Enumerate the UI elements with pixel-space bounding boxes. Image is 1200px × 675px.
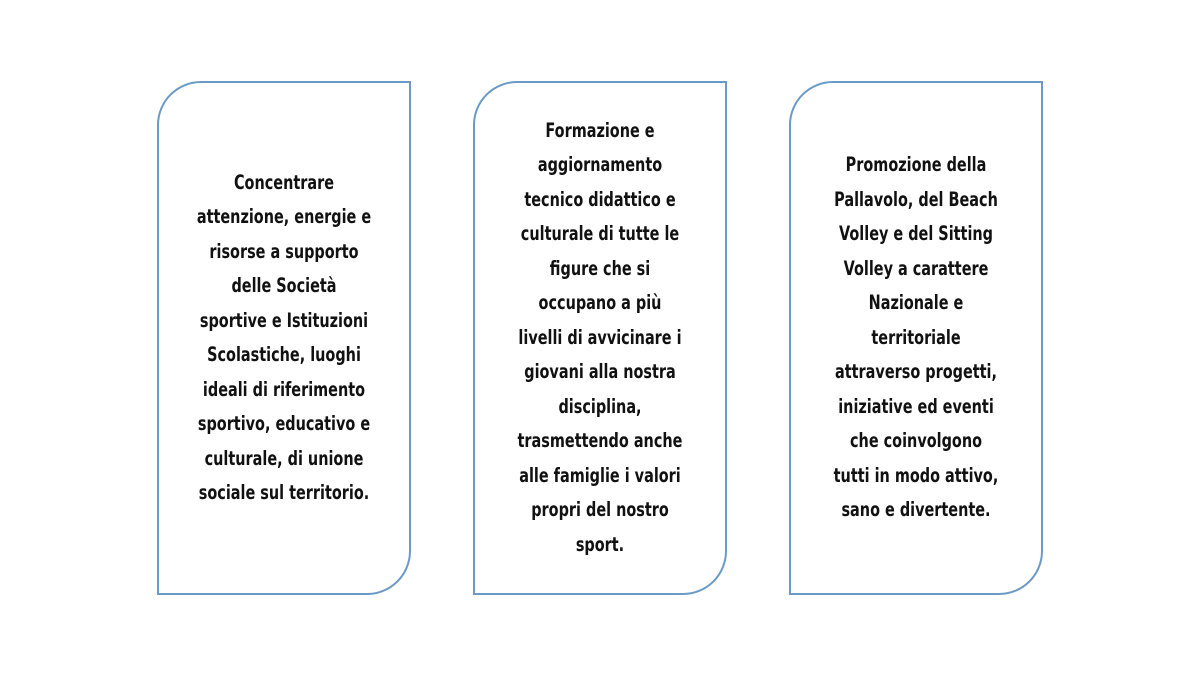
goal-box-3 (789, 81, 1043, 595)
goal-box-2 (473, 81, 727, 595)
goal-box-1-text: Concentrare attenzione, energie e risorse a supporto delle Società sportive e Istituzioni Scolastiche, luoghi ideali di riferimento sportivo, educativo e culturale, di unione sociale sul territorio. (196, 170, 372, 504)
goal-box-3-text: Promozione della Pallavolo, del Beach Volley e del Sitting Volley a carattere Nazionale e territoriale attraverso progetti, iniziative ed eventi che coinvolgono tutti in modo attivo, sano e divertente. (833, 153, 999, 522)
goal-box-2-text: Formazione e aggiornamento tecnico didattico e culturale di tutte le figure che si occupano a più livelli di avvicinare i giovani alla nostra disciplina, trasmettendo anche alle famiglie i valori propri del nostro sport. (517, 118, 683, 556)
goal-box-1 (157, 81, 411, 595)
